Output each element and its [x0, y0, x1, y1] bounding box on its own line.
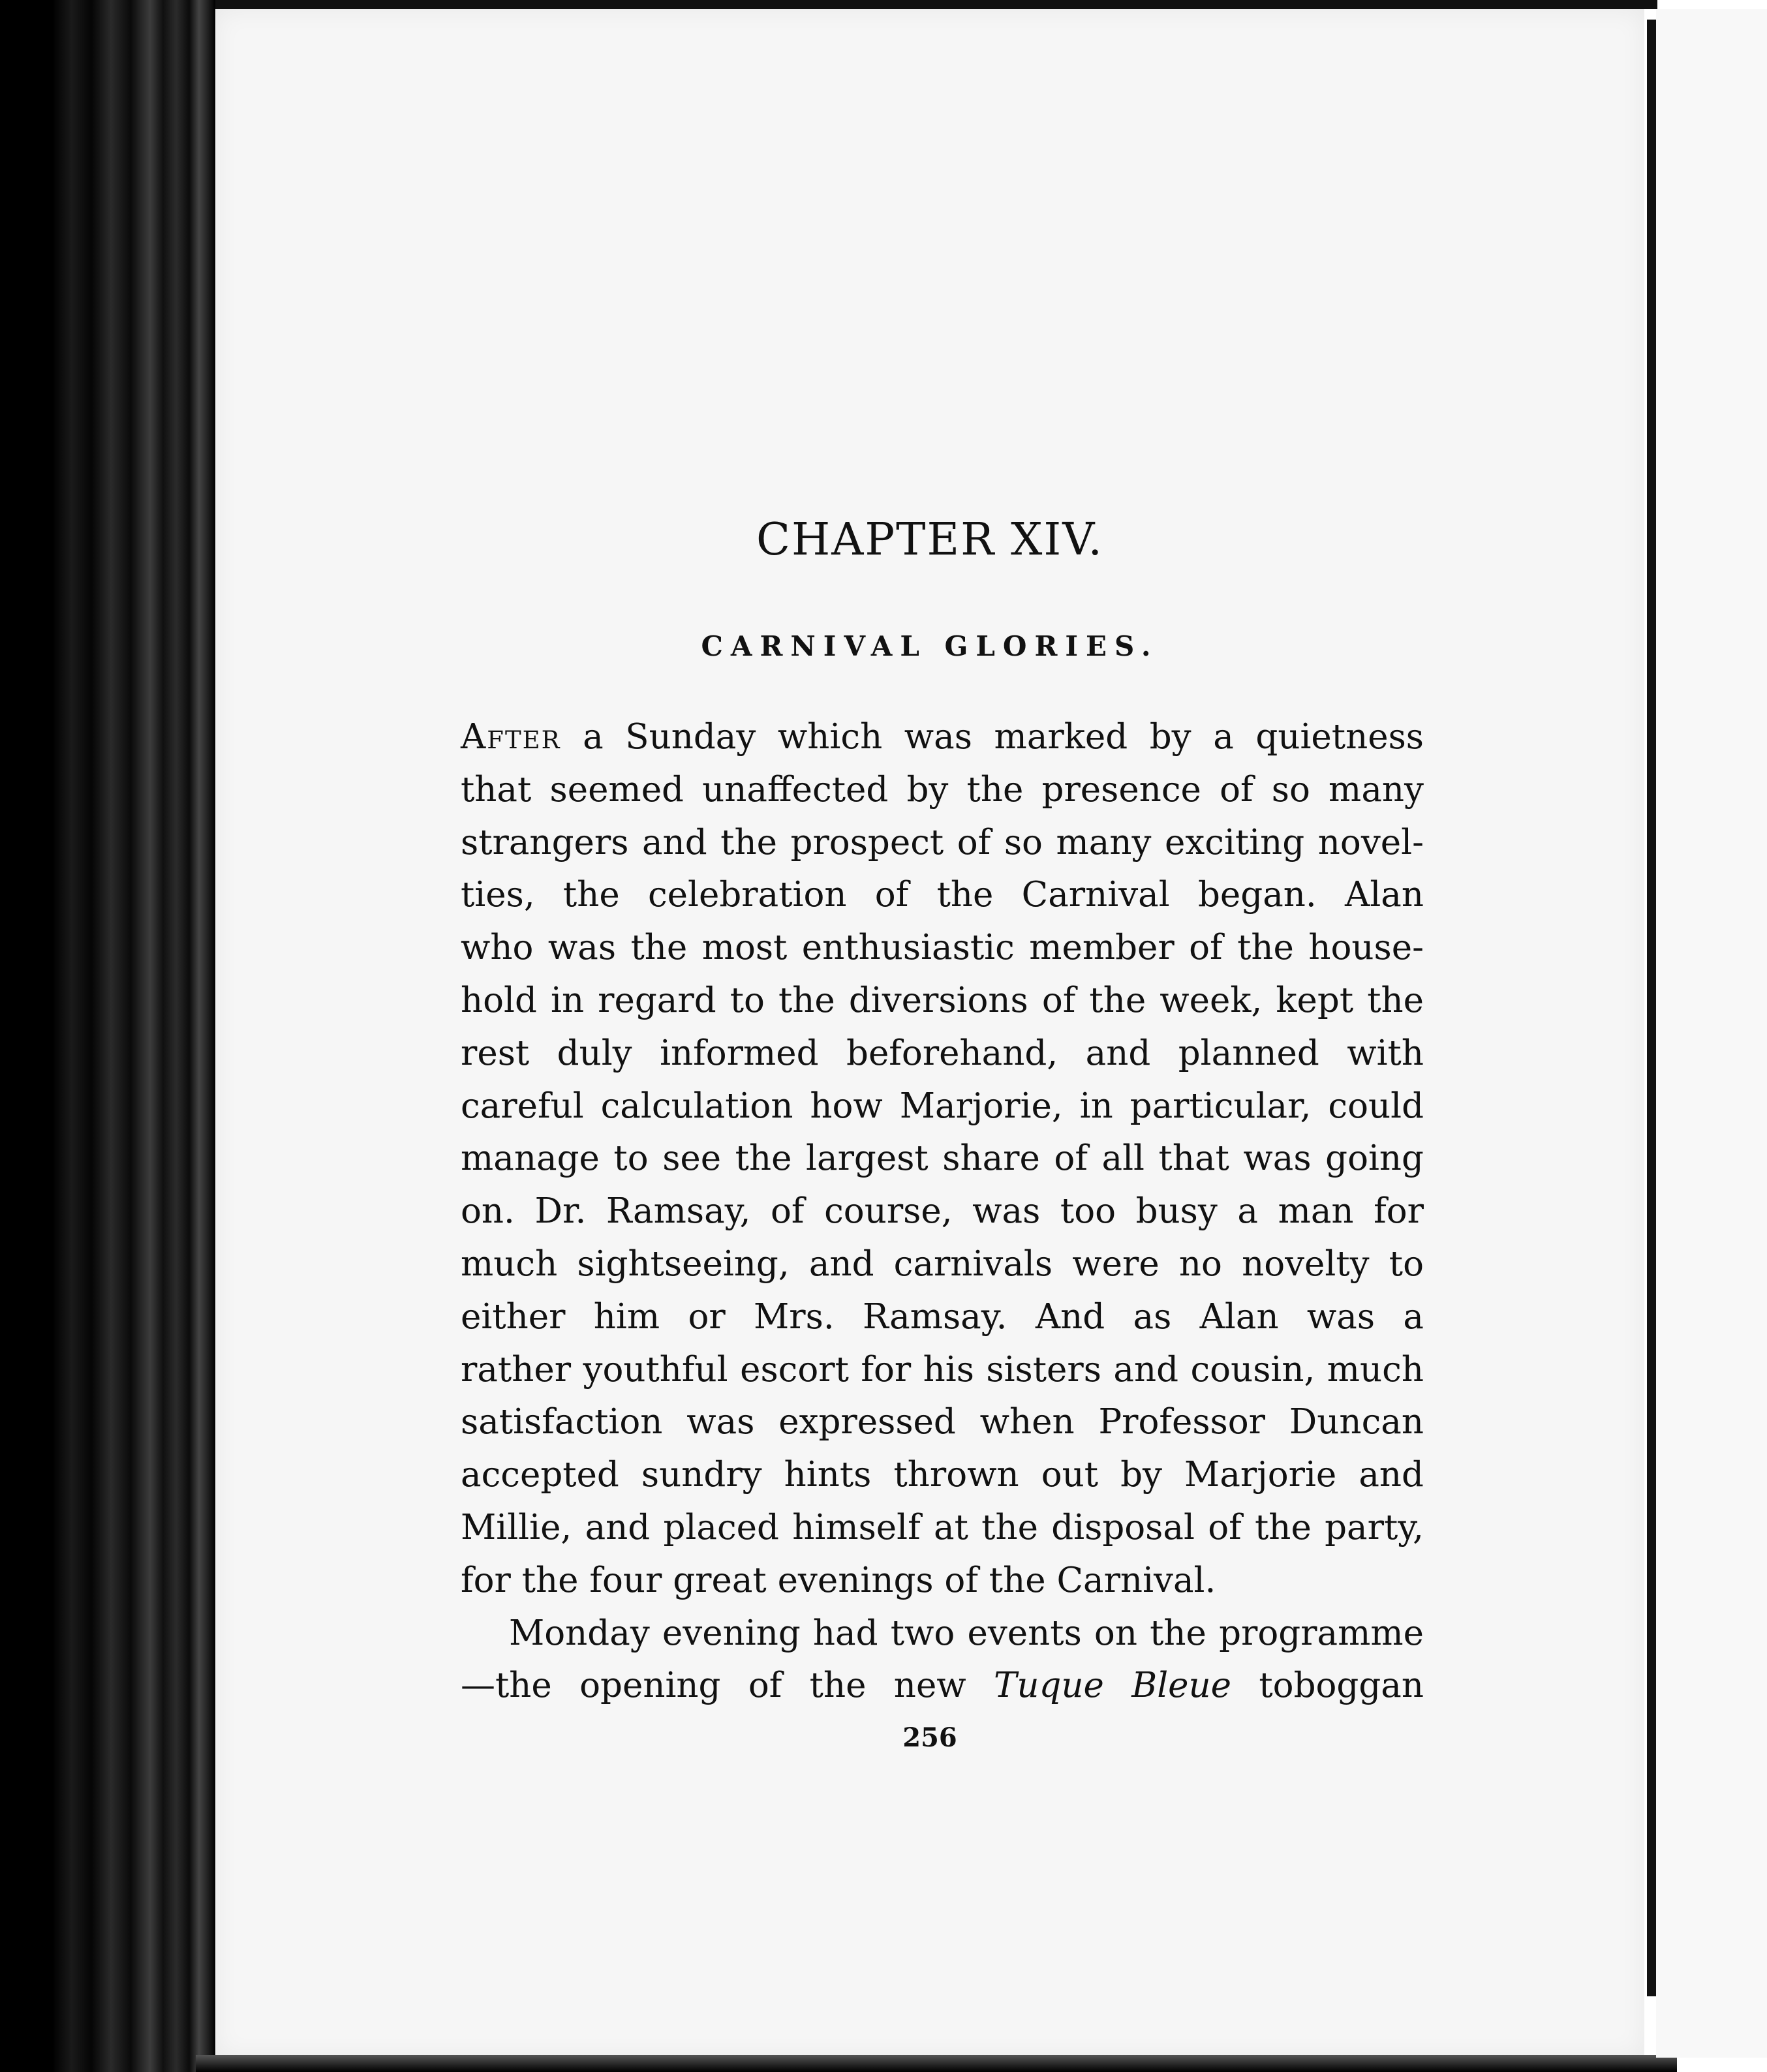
- italic-phrase: Tuque Bleue: [994, 1666, 1232, 1706]
- text-line: manage to see the largest share of all that was going: [461, 1138, 1424, 1179]
- page-number: 256: [902, 1722, 957, 1753]
- top-scan-edge: [215, 0, 1657, 9]
- page-gutter-rule: [1647, 20, 1656, 1996]
- text-line: careful calculation how Marjorie, in particular, could: [461, 1086, 1424, 1126]
- text-line: either him or Mrs. Ramsay. And as Alan was a: [461, 1296, 1424, 1337]
- text-line: rather youthful escort for his sisters and cousin, much: [461, 1349, 1424, 1390]
- text-line: Monday evening had two events on the programme: [509, 1613, 1424, 1653]
- text-line: accepted sundry hints thrown out by Marjorie and: [461, 1455, 1424, 1495]
- text-line: for the four great evenings of the Carnival.: [461, 1560, 1216, 1600]
- text-line: on. Dr. Ramsay, of course, was too busy a man for: [461, 1191, 1424, 1232]
- body-text: [461, 711, 1424, 1713]
- opening-word: After: [461, 717, 561, 757]
- text-line: Millie, and placed himself at the disposal of the party,: [461, 1507, 1424, 1547]
- text-line: strangers and the prospect of so many exciting novel-: [461, 822, 1424, 862]
- text-line: rest duly informed beforehand, and planned with: [461, 1033, 1424, 1073]
- text-line: —the opening of the new Tuque Bleue toboggan: [461, 1666, 1424, 1706]
- text-line: that seemed unaffected by the presence of so many: [461, 769, 1424, 810]
- text-line: ties, the celebration of the Carnival began. Alan: [461, 875, 1424, 915]
- text-line: hold in regard to the diversions of the week, kept the: [461, 980, 1424, 1020]
- bottom-scan-edge: [196, 2055, 1677, 2072]
- book-binding-shadow: [0, 0, 215, 2072]
- text-line: After a Sunday which was marked by a quietness: [461, 717, 1424, 757]
- text-line: satisfaction was expressed when Professor Duncan: [461, 1402, 1424, 1442]
- chapter-subtitle: CARNIVAL GLORIES.: [701, 630, 1159, 662]
- text-line: who was the most enthusiastic member of the house-: [461, 928, 1424, 968]
- facing-page-edge: [1656, 9, 1767, 2058]
- chapter-title: CHAPTER XIV.: [756, 514, 1104, 566]
- text-line: much sightseeing, and carnivals were no novelty to: [461, 1243, 1424, 1284]
